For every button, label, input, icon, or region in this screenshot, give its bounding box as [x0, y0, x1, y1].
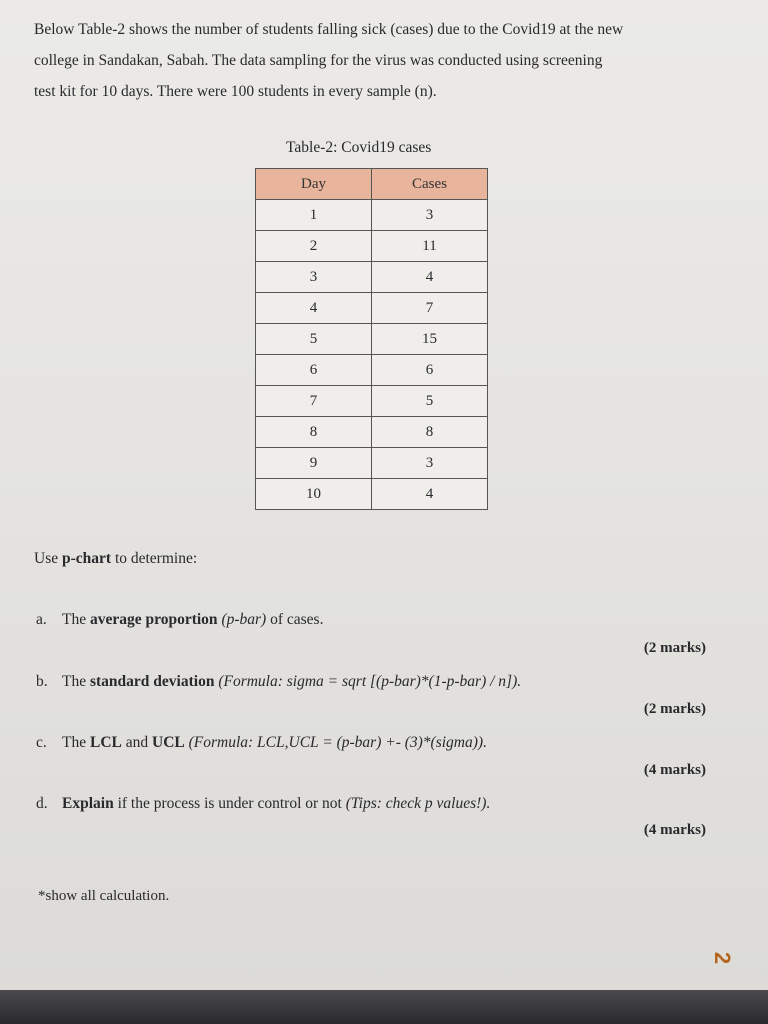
cell-cases: 5	[372, 386, 488, 417]
cell-cases: 6	[372, 355, 488, 386]
cell-day: 1	[256, 200, 372, 231]
prompt-line	[34, 550, 197, 568]
question-d: d. Explain if the process is under control or not (Tips: check p values!).	[36, 795, 491, 812]
cell-day: 10	[256, 479, 372, 510]
question-b: b. The standard deviation (Formula: sigma = sqrt [(p-bar)*(1-p-bar) / n]).	[36, 673, 522, 690]
cell-day: 5	[256, 324, 372, 355]
table-row	[256, 386, 488, 417]
cell-day: 9	[256, 448, 372, 479]
cell-cases: 3	[372, 448, 488, 479]
cell-cases: 4	[372, 479, 488, 510]
table-row	[256, 293, 488, 324]
prompt-post: to determine:	[111, 550, 198, 567]
table-row	[256, 200, 488, 231]
cell-cases: 15	[372, 324, 488, 355]
question-a: a. The average proportion (p-bar) of cases.	[36, 611, 324, 628]
cell-cases: 7	[372, 293, 488, 324]
question-letter: d.	[36, 795, 48, 812]
marks-d: (4 marks)	[643, 822, 706, 838]
cell-cases: 4	[372, 262, 488, 293]
cell-day: 2	[256, 231, 372, 262]
table-row	[256, 479, 488, 510]
table-row	[256, 324, 488, 355]
table-row	[256, 448, 488, 479]
cell-cases: 3	[372, 200, 488, 231]
question-letter: b.	[36, 673, 48, 690]
prompt-pre: Use	[34, 550, 62, 567]
screen-bezel	[0, 990, 768, 1024]
cell-day: 6	[256, 355, 372, 386]
cell-day: 8	[256, 417, 372, 448]
question-c: c. The LCL and UCL (Formula: LCL,UCL = (p-bar) +- (3)*(sigma)).	[36, 734, 487, 751]
table-title: Table-2: Covid19 cases	[286, 139, 432, 156]
footnote: *show all calculation.	[38, 888, 170, 904]
prompt-bold: p-chart	[61, 550, 112, 567]
cell-cases: 8	[372, 417, 488, 448]
intro-line-3: test kit for 10 days. There were 100 students in every sample (n).	[34, 83, 437, 100]
intro-paragraph	[34, 14, 724, 107]
header-cases: Cases	[372, 169, 488, 200]
cell-day: 3	[256, 262, 372, 293]
intro-line-2: college in Sandakan, Sabah. The data sampling for the virus was conducted using screening	[34, 52, 603, 69]
marks-c: (4 marks)	[643, 762, 706, 778]
cell-cases: 11	[372, 231, 488, 262]
covid-cases-table	[255, 168, 488, 510]
page-number: 2	[710, 951, 736, 965]
table-row	[256, 417, 488, 448]
table-row	[256, 231, 488, 262]
intro-line-1: Below Table-2 shows the number of students falling sick (cases) due to the Covid19 at the new	[34, 21, 624, 38]
cell-day: 7	[256, 386, 372, 417]
table-row	[256, 262, 488, 293]
marks-b: (2 marks)	[643, 701, 706, 717]
cell-day: 4	[256, 293, 372, 324]
table-header-row	[256, 169, 488, 200]
marks-a: (2 marks)	[643, 640, 706, 656]
question-letter: a.	[36, 611, 47, 628]
table-row	[256, 355, 488, 386]
question-letter: c.	[36, 734, 47, 751]
header-day: Day	[256, 169, 372, 200]
